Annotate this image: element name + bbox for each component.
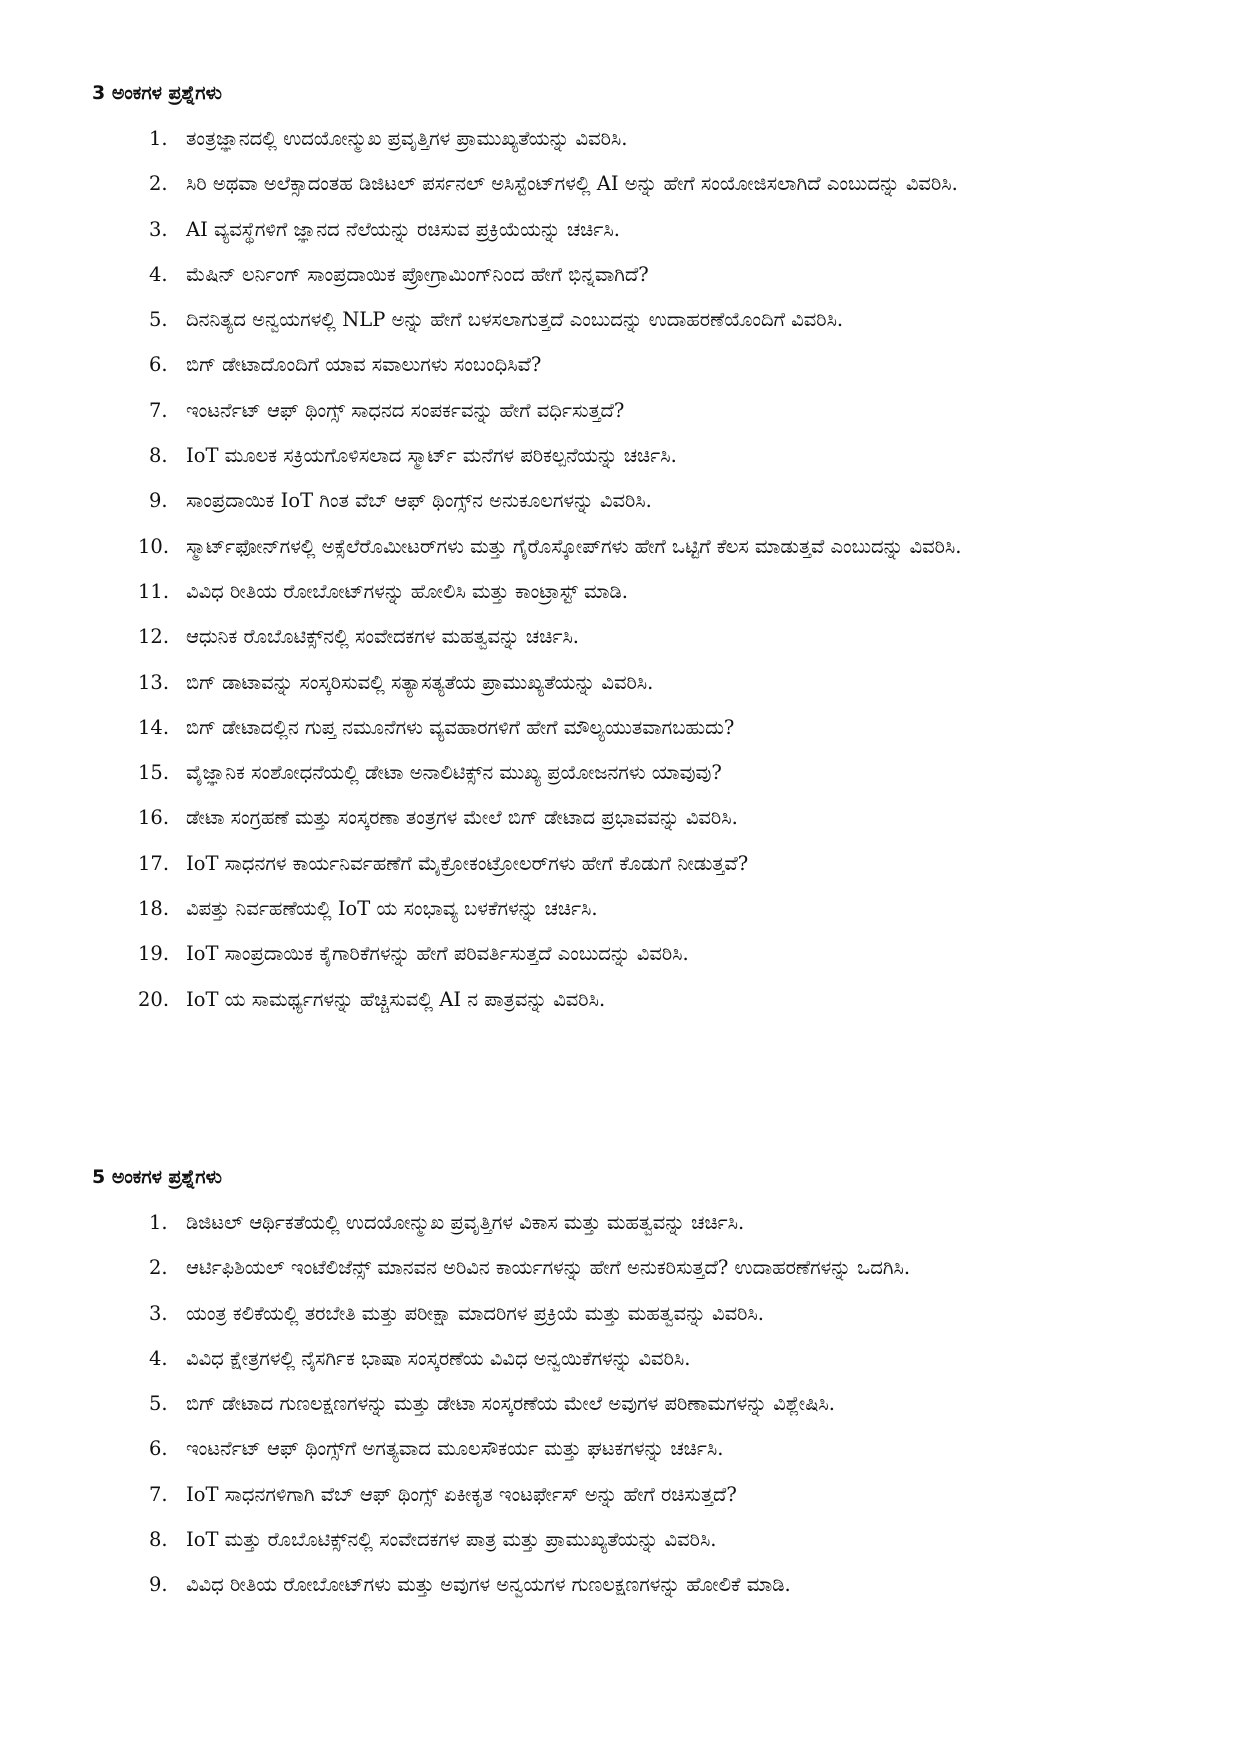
question-text: ಆಧುನಿಕ ರೊಬೊಟಿಕ್ಸ್‌ನಲ್ಲಿ ಸಂವೇದಕಗಳ ಮಹತ್ವವನ್ನು ಚರ್ಚಿಸಿ.	[186, 625, 580, 649]
question-text: ಸ್ಮಾರ್ಟ್‌ಫೋನ್‌ಗಳಲ್ಲಿ ಅಕ್ಸೆಲೆರೊಮೀಟರ್‌ಗಳು ಮತ್ತು ಗೈರೊಸ್ಕೋಪ್‌ಗಳು ಹೇಗೆ ಒಟ್ಟಿಗೆ ಕೆಲಸ ಮಾಡುತ್ತವೆ ಎಂಬುದನ್ನು ವಿವರಿಸಿ.	[186, 534, 962, 558]
question-item	[138, 795, 1172, 840]
question-text: ದಿನನಿತ್ಯದ ಅನ್ವಯಗಳಲ್ಲಿ NLP ಅನ್ನು ಹೇಗೆ ಬಳಸಲಾಗುತ್ತದೆ ಎಂಬುದನ್ನು ಉದಾಹರಣೆಯೊಂದಿಗೆ ವಿವರಿಸಿ.	[186, 308, 844, 332]
question-item	[149, 1291, 1172, 1336]
question-number: 8.	[149, 1528, 168, 1552]
question-number: 18.	[138, 897, 170, 921]
question-number: 15.	[138, 761, 170, 785]
question-text: IoT ಯ ಸಾಮರ್ಥ್ಯಗಳನ್ನು ಹೆಚ್ಚಿಸುವಲ್ಲಿ AI ನ ಪಾತ್ರವನ್ನು ವಿವರಿಸಿ.	[186, 987, 606, 1011]
question-text: IoT ಸಾಂಪ್ರದಾಯಿಕ ಕೈಗಾರಿಕೆಗಳನ್ನು ಹೇಗೆ ಪರಿವರ್ತಿಸುತ್ತದೆ ಎಂಬುದನ್ನು ವಿವರಿಸಿ.	[186, 942, 689, 966]
question-item	[138, 841, 1172, 886]
question-item	[149, 1381, 1172, 1426]
question-item	[149, 207, 1172, 252]
question-item	[149, 388, 1172, 433]
question-item	[149, 161, 1172, 206]
question-text: ಸಾಂಪ್ರದಾಯಿಕ IoT ಗಿಂತ ವೆಬ್ ಆಫ್ ಥಿಂಗ್ಸ್‌ನ ಅನುಕೂಲಗಳನ್ನು ವಿವರಿಸಿ.	[186, 489, 652, 513]
question-item	[138, 614, 1172, 659]
question-item	[138, 931, 1172, 976]
question-number: 7.	[149, 1482, 168, 1506]
question-number: 12.	[138, 625, 170, 649]
question-item	[149, 297, 1172, 342]
question-item	[149, 1336, 1172, 1381]
question-item	[138, 750, 1172, 795]
question-text: IoT ಮೂಲಕ ಸಕ್ರಿಯಗೊಳಿಸಲಾದ ಸ್ಮಾರ್ಟ್ ಮನೆಗಳ ಪರಿಕಲ್ಪನೆಯನ್ನು ಚರ್ಚಿಸಿ.	[186, 444, 677, 468]
question-number: 20.	[138, 987, 170, 1011]
question-item	[149, 1472, 1172, 1517]
question-text: ಡಿಜಿಟಲ್ ಆರ್ಥಿಕತೆಯಲ್ಲಿ ಉದಯೋನ್ಮುಖ ಪ್ರವೃತ್ತಿಗಳ ವಿಕಾಸ ಮತ್ತು ಮಹತ್ವವನ್ನು ಚರ್ಚಿಸಿ.	[186, 1211, 745, 1234]
question-text: ಬಿಗ್ ಡೇಟಾದ ಗುಣಲಕ್ಷಣಗಳನ್ನು ಮತ್ತು ಡೇಟಾ ಸಂಸ್ಕರಣೆಯ ಮೇಲೆ ಅವುಗಳ ಪರಿಣಾಮಗಳನ್ನು ವಿಶ್ಲೇಷಿಸಿ.	[186, 1392, 835, 1416]
question-text: ಆರ್ಟಿಫಿಶಿಯಲ್ ಇಂಟೆಲಿಜೆನ್ಸ್ ಮಾನವನ ಅರಿವಿನ ಕಾರ್ಯಗಳನ್ನು ಹೇಗೆ ಅನುಕರಿಸುತ್ತದೆ? ಉದಾಹರಣೆಗಳನ್ನು ಒದಗಿಸಿ.	[186, 1256, 911, 1280]
question-number: 13.	[138, 670, 170, 694]
question-number: 8.	[149, 444, 168, 468]
question-text: ವೈಜ್ಞಾನಿಕ ಸಂಶೋಧನೆಯಲ್ಲಿ ಡೇಟಾ ಅನಾಲಿಟಿಕ್ಸ್‌ನ ಮುಖ್ಯ ಪ್ರಯೋಜನಗಳು ಯಾವುವು?	[186, 761, 722, 785]
section-heading: 5 ಅಂಕಗಳ ಪ್ರಶ್ನೆಗಳು	[92, 1166, 222, 1188]
question-number: 19.	[138, 942, 170, 966]
question-list	[92, 1200, 1172, 1608]
question-item	[149, 433, 1172, 478]
question-text: ವಿಪತ್ತು ನಿರ್ವಹಣೆಯಲ್ಲಿ IoT ಯ ಸಂಭಾವ್ಯ ಬಳಕೆಗಳನ್ನು ಚರ್ಚಿಸಿ.	[186, 897, 598, 921]
question-item	[138, 524, 1172, 569]
question-item	[138, 886, 1172, 931]
question-number: 1.	[149, 127, 168, 150]
question-item	[138, 705, 1172, 750]
question-text: IoT ಸಾಧನಗಳ ಕಾರ್ಯನಿರ್ವಹಣೆಗೆ ಮೈಕ್ರೋಕಂಟ್ರೋಲರ್‌ಗಳು ಹೇಗೆ ಕೊಡುಗೆ ನೀಡುತ್ತವೆ?	[186, 851, 749, 875]
question-text: ಮೆಷಿನ್ ಲರ್ನಿಂಗ್ ಸಾಂಪ್ರದಾಯಿಕ ಪ್ರೋಗ್ರಾಮಿಂಗ್‌ನಿಂದ ಹೇಗೆ ಭಿನ್ನವಾಗಿದೆ?	[186, 262, 649, 286]
question-number: 2.	[149, 172, 168, 196]
question-text: IoT ಸಾಧನಗಳಿಗಾಗಿ ವೆಬ್ ಆಫ್ ಥಿಂಗ್ಸ್ ಏಕೀಕೃತ ಇಂಟರ್ಫೇಸ್ ಅನ್ನು ಹೇಗೆ ರಚಿಸುತ್ತದೆ?	[186, 1482, 737, 1506]
question-item	[138, 977, 1172, 1022]
question-number: 14.	[138, 715, 170, 739]
question-text: ವಿವಿಧ ರೀತಿಯ ರೋಬೋಟ್‌ಗಳು ಮತ್ತು ಅವುಗಳ ಅನ್ವಯಗಳ ಗುಣಲಕ್ಷಣಗಳನ್ನು ಹೋಲಿಕೆ ಮಾಡಿ.	[186, 1573, 791, 1597]
question-number: 7.	[149, 398, 168, 422]
question-number: 3.	[149, 217, 168, 241]
question-item	[149, 1426, 1172, 1471]
question-text: ಇಂಟರ್ನೆಟ್ ಆಫ್ ಥಿಂಗ್ಸ್ ಸಾಧನದ ಸಂಪರ್ಕವನ್ನು ಹೇಗೆ ವರ್ಧಿಸುತ್ತದೆ?	[186, 398, 625, 422]
question-text: ಬಿಗ್ ಡೇಟಾದೊಂದಿಗೆ ಯಾವ ಸವಾಲುಗಳು ಸಂಬಂಧಿಸಿವೆ?	[186, 353, 542, 377]
question-number: 11.	[138, 579, 170, 603]
question-item	[149, 252, 1172, 297]
question-number: 1.	[149, 1211, 168, 1234]
question-text: IoT ಮತ್ತು ರೊಬೊಟಿಕ್ಸ್‌ನಲ್ಲಿ ಸಂವೇದಕಗಳ ಪಾತ್ರ ಮತ್ತು ಪ್ರಾಮುಖ್ಯತೆಯನ್ನು ವಿವರಿಸಿ.	[186, 1528, 717, 1552]
question-number: 16.	[138, 806, 170, 830]
question-item	[149, 116, 1172, 161]
question-item	[138, 660, 1172, 705]
section-5-marks	[92, 1160, 1172, 1608]
question-text: ವಿವಿಧ ಕ್ಷೇತ್ರಗಳಲ್ಲಿ ನೈಸರ್ಗಿಕ ಭಾಷಾ ಸಂಸ್ಕರಣೆಯ ವಿವಿಧ ಅನ್ವಯಿಕೆಗಳನ್ನು ವಿವರಿಸಿ.	[186, 1346, 691, 1370]
question-number: 5.	[149, 308, 168, 332]
question-item	[149, 1562, 1172, 1607]
question-number: 2.	[149, 1256, 168, 1280]
question-item	[149, 1200, 1172, 1245]
section-3-marks	[92, 76, 1172, 1022]
question-item	[149, 1517, 1172, 1562]
question-text: ಡೇಟಾ ಸಂಗ್ರಹಣೆ ಮತ್ತು ಸಂಸ್ಕರಣಾ ತಂತ್ರಗಳ ಮೇಲೆ ಬಿಗ್ ಡೇಟಾದ ಪ್ರಭಾವವನ್ನು ವಿವರಿಸಿ.	[186, 806, 738, 830]
question-number: 9.	[149, 1573, 168, 1597]
question-text: ಬಿಗ್ ಡೇಟಾದಲ್ಲಿನ ಗುಪ್ತ ನಮೂನೆಗಳು ವ್ಯವಹಾರಗಳಿಗೆ ಹೇಗೆ ಮೌಲ್ಯಯುತವಾಗಬಹುದು?	[186, 715, 735, 739]
question-text: ವಿವಿಧ ರೀತಿಯ ರೋಬೋಟ್‌ಗಳನ್ನು ಹೋಲಿಸಿ ಮತ್ತು ಕಾಂಟ್ರಾಸ್ಟ್ ಮಾಡಿ.	[186, 579, 628, 603]
question-text: ಯಂತ್ರ ಕಲಿಕೆಯಲ್ಲಿ ತರಬೇತಿ ಮತ್ತು ಪರೀಕ್ಷಾ ಮಾದರಿಗಳ ಪ್ರಕ್ರಿಯೆ ಮತ್ತು ಮಹತ್ವವನ್ನು ವಿವರಿಸಿ.	[186, 1301, 764, 1325]
question-number: 10.	[138, 534, 170, 558]
question-number: 6.	[149, 1437, 168, 1461]
question-number: 4.	[149, 262, 168, 286]
question-text: ಸಿರಿ ಅಥವಾ ಅಲೆಕ್ಸಾದಂತಹ ಡಿಜಿಟಲ್ ಪರ್ಸನಲ್ ಅಸಿಸ್ಟೆಂಟ್‌ಗಳಲ್ಲಿ AI ಅನ್ನು ಹೇಗೆ ಸಂಯೋಜಿಸಲಾಗಿದೆ ಎಂಬುದನ್ನು ವಿವರಿಸಿ.	[186, 172, 958, 196]
question-list	[92, 116, 1172, 1022]
question-item	[138, 569, 1172, 614]
question-text: ತಂತ್ರಜ್ಞಾನದಲ್ಲಿ ಉದಯೋನ್ಮುಖ ಪ್ರವೃತ್ತಿಗಳ ಪ್ರಾಮುಖ್ಯತೆಯನ್ನು ವಿವರಿಸಿ.	[186, 127, 628, 150]
section-heading: 3 ಅಂಕಗಳ ಪ್ರಶ್ನೆಗಳು	[92, 82, 222, 104]
question-number: 6.	[149, 353, 168, 377]
question-number: 5.	[149, 1392, 168, 1416]
question-text: ಬಿಗ್ ಡಾಟಾವನ್ನು ಸಂಸ್ಕರಿಸುವಲ್ಲಿ ಸತ್ಯಾಸತ್ಯತೆಯ ಪ್ರಾಮುಖ್ಯತೆಯನ್ನು ವಿವರಿಸಿ.	[186, 670, 654, 694]
question-text: ಇಂಟರ್ನೆಟ್ ಆಫ್ ಥಿಂಗ್ಸ್‌ಗೆ ಅಗತ್ಯವಾದ ಮೂಲಸೌಕರ್ಯ ಮತ್ತು ಘಟಕಗಳನ್ನು ಚರ್ಚಿಸಿ.	[186, 1437, 724, 1461]
question-item	[149, 1245, 1172, 1290]
question-number: 4.	[149, 1346, 168, 1370]
question-number: 17.	[138, 851, 170, 875]
question-text: AI ವ್ಯವಸ್ಥೆಗಳಿಗೆ ಜ್ಞಾನದ ನೆಲೆಯನ್ನು ರಚಿಸುವ ಪ್ರಕ್ರಿಯೆಯನ್ನು ಚರ್ಚಿಸಿ.	[186, 217, 620, 241]
question-number: 3.	[149, 1301, 168, 1325]
question-number: 9.	[149, 489, 168, 513]
question-item	[149, 342, 1172, 387]
question-item	[149, 478, 1172, 523]
